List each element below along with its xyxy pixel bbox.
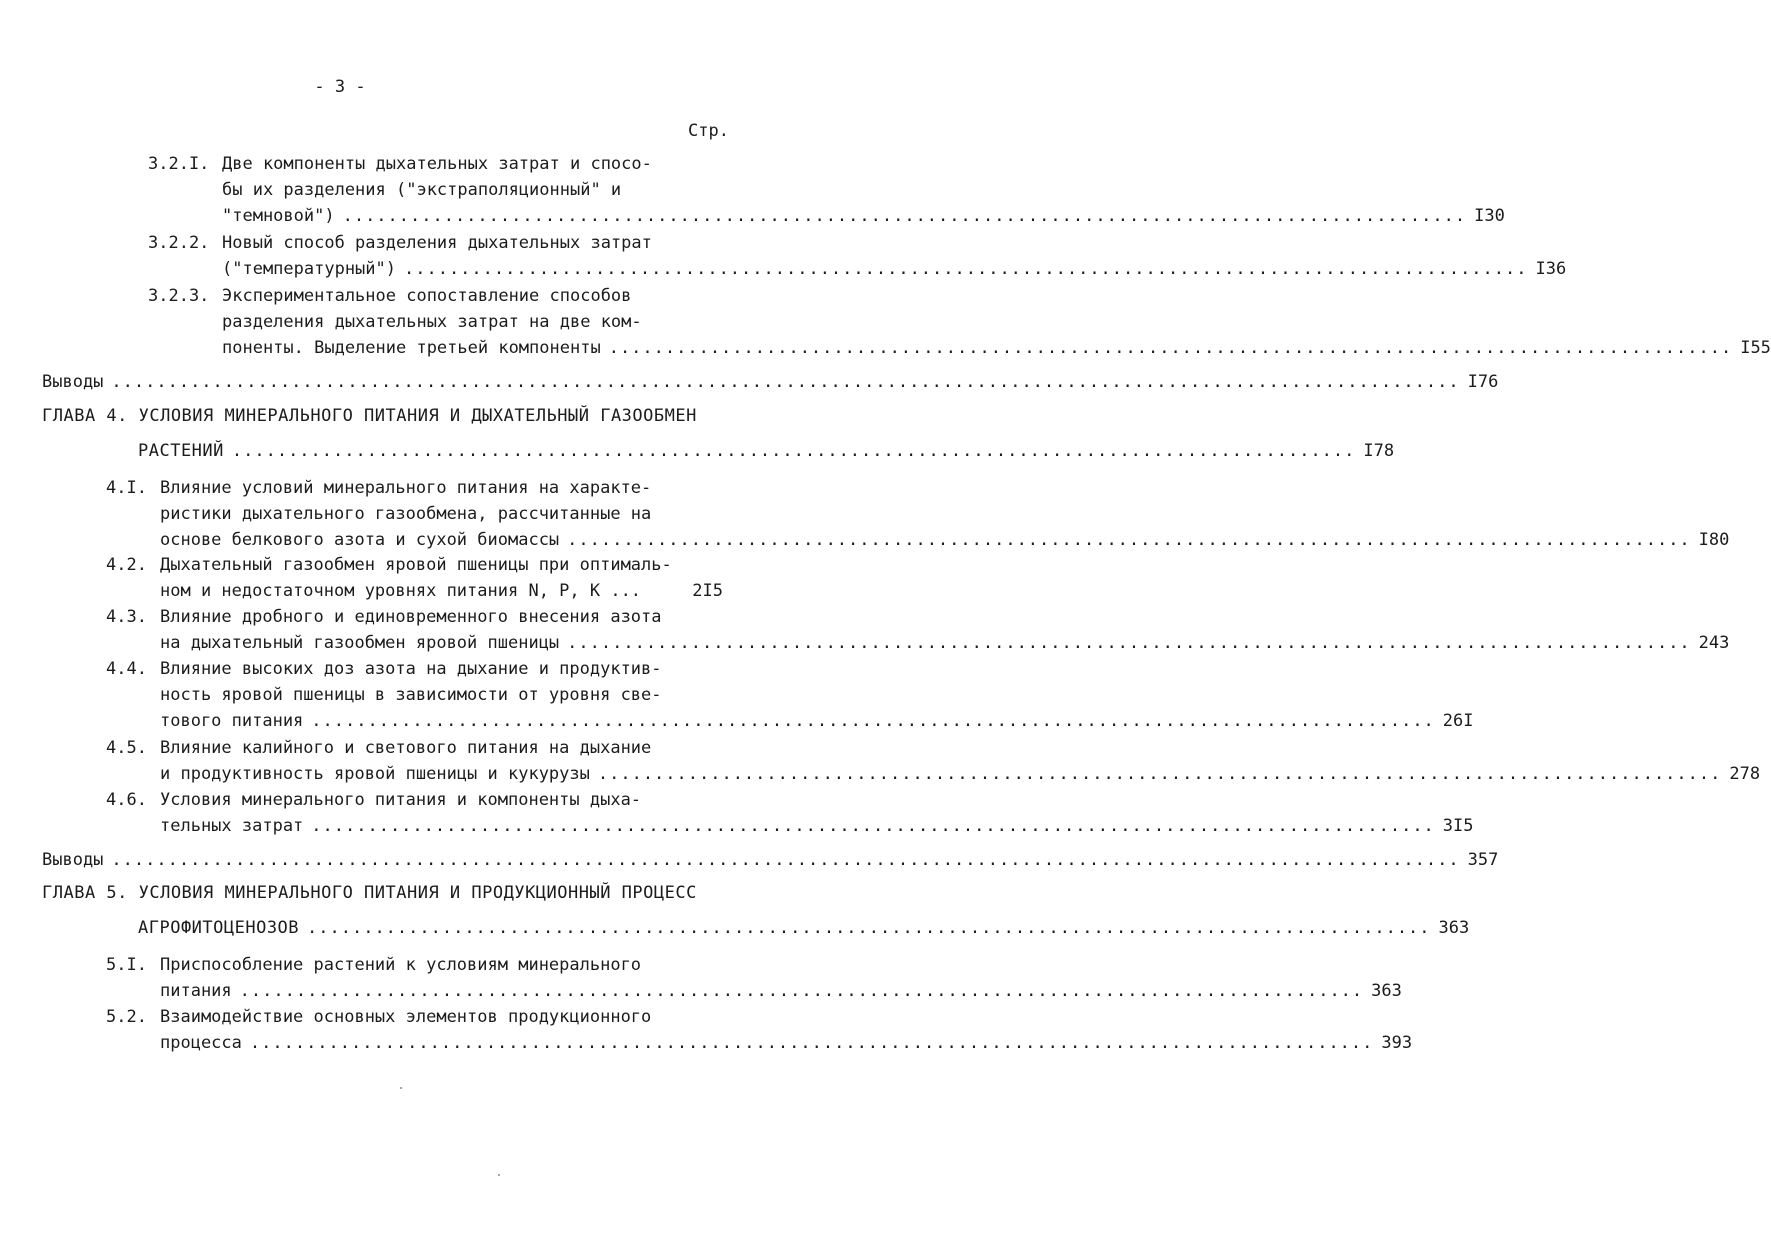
entry-line: питания — [160, 981, 232, 1001]
entry-line: и продуктивность яровой пшеницы и кукурузы — [160, 764, 590, 784]
entry-line: РАСТЕНИЙ — [138, 441, 224, 461]
entry-page: 278 — [1729, 764, 1761, 784]
entry-page: 2I5 — [692, 581, 723, 601]
entry-page: I80 — [1698, 530, 1730, 550]
dot-leader: .................................................................................................... — [567, 530, 1691, 550]
dot-leader: .................................................................................................... — [567, 633, 1691, 653]
toc-entry — [222, 230, 1567, 282]
entry-number: 5.I. — [106, 955, 147, 975]
dot-leader: .................................................................................................... — [404, 259, 1528, 279]
toc-entry — [138, 438, 1395, 464]
entry-line: разделения дыхательных затрат на две ком- — [222, 312, 642, 332]
toc-entry — [160, 656, 1474, 734]
entry-line: Две компоненты дыхательных затрат и спосо- — [222, 154, 652, 174]
scan-speck — [498, 1174, 500, 1176]
entry-line: Влияние калийного и светового питания на дыхание — [160, 738, 652, 758]
entry-number: 3.2.2. — [148, 233, 210, 253]
dot-leader: .................................................................................................... — [311, 711, 1435, 731]
entry-line: основе белкового азота и сухой биомассы — [160, 530, 560, 550]
toc-entry — [138, 915, 1470, 941]
entry-page: I30 — [1474, 206, 1505, 226]
toc-entry — [160, 735, 1761, 787]
entry-line: Приспособление растений к условиям минерального — [160, 955, 642, 975]
entry-line: тельных затрат — [160, 816, 304, 836]
toc-entry — [42, 369, 1499, 395]
dot-leader: .................................................................................................... — [311, 816, 1435, 836]
entry-page: 3I5 — [1442, 816, 1474, 836]
page-number: - 3 - — [314, 77, 366, 97]
entry-number: 4.I. — [106, 478, 147, 498]
entry-line: бы их разделения ("экстраполяционный" и — [222, 180, 622, 200]
entry-line: Влияние условий минерального питания на характе- — [160, 478, 652, 498]
entry-page: 243 — [1698, 633, 1730, 653]
entry-line: Условия минерального питания и компоненты дыха- — [160, 790, 642, 810]
entry-line: поненты. Выделение третьей компоненты — [222, 338, 601, 358]
dot-leader: .................................................................................................... — [231, 441, 1356, 461]
entry-page: 363 — [1371, 981, 1402, 1001]
entry-line: ("температурный") — [222, 259, 396, 279]
entry-line: тового питания — [160, 711, 304, 731]
dot-leader: .................................................................................................... — [342, 206, 1467, 226]
dot-leader: ........................................................................................................................ — [111, 372, 1460, 392]
entry-line: Выводы — [42, 850, 104, 870]
dot-leader: .................................................................................................... — [307, 918, 1431, 938]
entry-line: Влияние высоких доз азота на дыхание и продуктив- — [160, 659, 662, 679]
toc-entry — [160, 1004, 1413, 1056]
dot-leader: .................................................................................................... — [249, 1033, 1374, 1053]
dot-leader: .................................................................................................... — [608, 338, 1733, 358]
entry-number: 4.4. — [106, 659, 147, 679]
chapter-heading: ГЛАВА 4. УСЛОВИЯ МИНЕРАЛЬНОГО ПИТАНИЯ И ДЫХАТЕЛЬНЫЙ ГАЗООБМЕН — [42, 406, 697, 426]
column-label-page: Стр. — [688, 121, 729, 141]
entry-number: 5.2. — [106, 1007, 147, 1027]
toc-entry — [160, 552, 723, 604]
entry-line: "темновой") — [222, 206, 335, 226]
toc-entry — [222, 283, 1771, 361]
toc-entry — [160, 787, 1474, 839]
entry-number: 3.2.I. — [148, 154, 210, 174]
entry-line: АГРОФИТОЦЕНОЗОВ — [138, 918, 300, 938]
entry-number: 4.3. — [106, 607, 147, 627]
entry-number: 4.2. — [106, 555, 147, 575]
entry-line: Новый способ разделения дыхательных затрат — [222, 233, 652, 253]
entry-page: I78 — [1363, 441, 1395, 461]
toc-entry — [160, 952, 1402, 1004]
dot-leader: .................................................................................................... — [597, 764, 1722, 784]
entry-page: 363 — [1438, 918, 1470, 938]
entry-page: 357 — [1467, 850, 1499, 870]
entry-line: Взаимодействие основных элементов продукционного — [160, 1007, 652, 1027]
entry-number: 4.5. — [106, 738, 147, 758]
toc-entry — [42, 847, 1499, 873]
entry-page: I76 — [1467, 372, 1499, 392]
entry-line: ность яровой пшеницы в зависимости от уровня све- — [160, 685, 662, 705]
entry-line: на дыхательный газообмен яровой пшеницы — [160, 633, 560, 653]
dot-leader: .................................................................................................... — [239, 981, 1364, 1001]
entry-number: 4.6. — [106, 790, 147, 810]
entry-page: 393 — [1381, 1033, 1413, 1053]
entry-line: Влияние дробного и единовременного внесения азота — [160, 607, 662, 627]
toc-entry — [160, 475, 1730, 553]
entry-page: I36 — [1535, 259, 1567, 279]
entry-page: I55 — [1740, 338, 1771, 358]
entry-line: ристики дыхательного газообмена, рассчитанные на — [160, 504, 652, 524]
entry-page: 26I — [1442, 711, 1474, 731]
entry-number: 3.2.3. — [148, 286, 210, 306]
entry-line: Выводы — [42, 372, 104, 392]
entry-line: Дыхательный газообмен яровой пшеницы при оптималь- — [160, 555, 672, 575]
dot-leader: ........................................................................................................................ — [111, 850, 1460, 870]
toc-entry — [222, 151, 1505, 229]
entry-line: Экспериментальное сопоставление способов — [222, 286, 632, 306]
entry-line: ном и недостаточном уровнях питания N, Р, К ... — [160, 581, 642, 601]
toc-entry — [160, 604, 1730, 656]
entry-line: процесса — [160, 1033, 242, 1053]
scan-speck — [400, 1087, 402, 1089]
chapter-heading: ГЛАВА 5. УСЛОВИЯ МИНЕРАЛЬНОГО ПИТАНИЯ И ПРОДУКЦИОННЫЙ ПРОЦЕСС — [42, 883, 697, 903]
